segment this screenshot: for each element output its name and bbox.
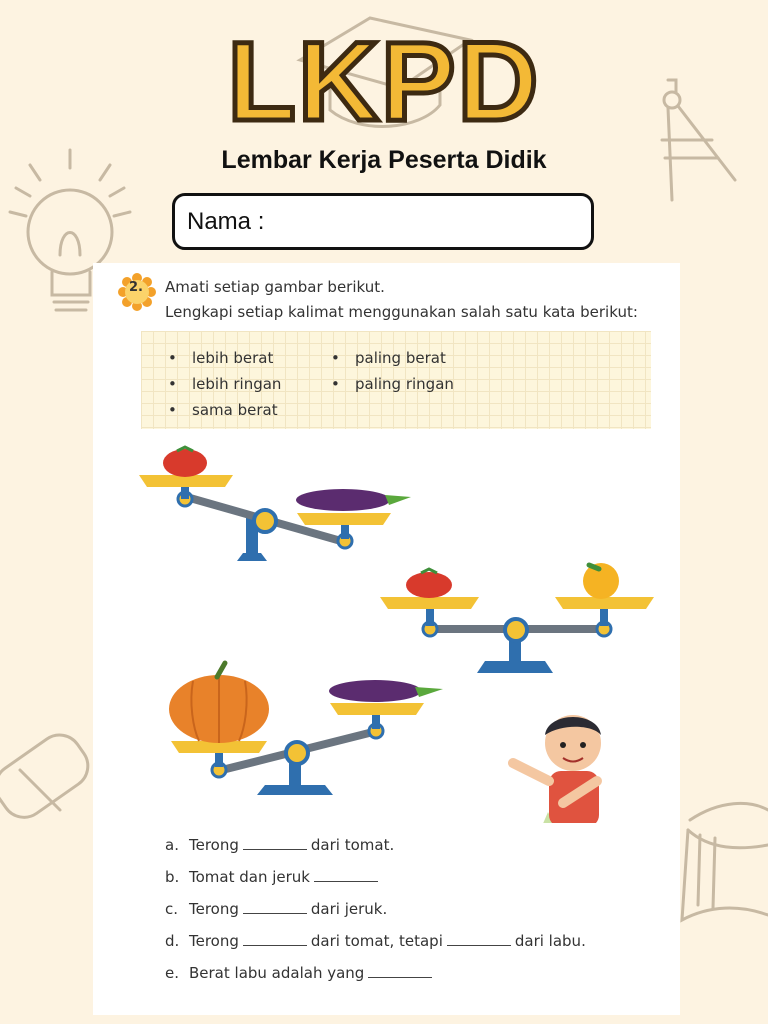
word-item: • lebih ringan [168, 375, 282, 393]
word-item: • lebih berat [168, 349, 274, 367]
answer-blank[interactable] [447, 935, 511, 946]
answer-blank[interactable] [243, 903, 307, 914]
question-e: e. Berat labu adalah yang [165, 964, 436, 982]
answer-blank[interactable] [368, 967, 432, 978]
scale-pumpkin-eggplant [169, 663, 443, 795]
balance-scales-illustration [93, 263, 680, 823]
question-b: b. Tomat dan jeruk [165, 868, 382, 886]
question-d: d. Terong dari tomat, tetapi dari labu. [165, 932, 586, 950]
question-c: c. Terong dari jeruk. [165, 900, 388, 918]
word-item: • paling ringan [331, 375, 454, 393]
page-title: LKPD [227, 19, 541, 144]
instruction-1: Amati setiap gambar berikut. [165, 278, 385, 296]
instruction-2: Lengkapi setiap kalimat menggunakan salah satu kata berikut: [165, 303, 638, 321]
scale-tomato-eggplant [139, 447, 411, 561]
question-a: a. Terong dari tomat. [165, 836, 395, 854]
scale-tomato-orange [380, 563, 654, 673]
answer-blank[interactable] [243, 935, 307, 946]
answer-blank[interactable] [314, 871, 378, 882]
word-item: • sama berat [168, 401, 278, 419]
answer-blank[interactable] [243, 839, 307, 850]
worksheet [93, 263, 680, 1015]
page-subtitle: Lembar Kerja Peserta Didik [221, 146, 547, 174]
task-number: 2. [129, 280, 143, 295]
name-label: Nama : [187, 208, 265, 235]
name-field[interactable] [172, 193, 594, 250]
boy-illustration [505, 715, 601, 823]
word-item: • paling berat [331, 349, 446, 367]
